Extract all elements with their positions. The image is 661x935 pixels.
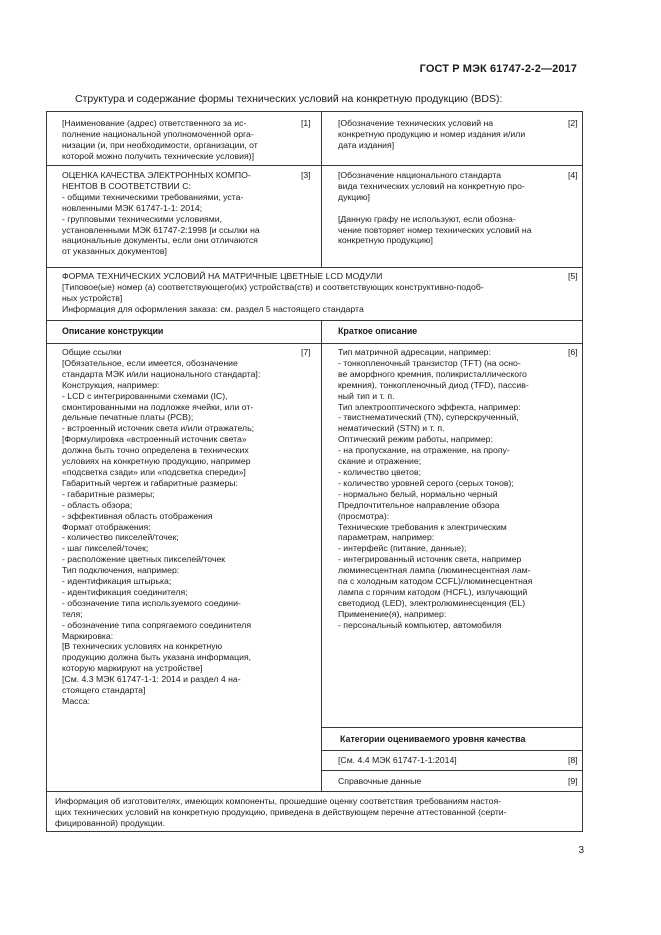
brief-description-header: Краткое описание xyxy=(338,326,418,336)
quality-assessment-cell: ОЦЕНКА КАЧЕСТВА ЭЛЕКТРОННЫХ КОМПО- НЕНТОВ В СООТВЕТСТВИИ С: - общими техническими требованиями, уста- новленными МЭК 61747-1-1: 2014; - групповыми техническими условиями, установленными МЭК 61747-2:1998 [и ссылки на национальные документы, если они отличаются от указанных документов] xyxy=(62,170,260,257)
row-divider xyxy=(321,770,582,771)
spec-form-title-cell: ФОРМА ТЕХНИЧЕСКИХ УСЛОВИЙ НА МАТРИЧНЫЕ ЦВЕТНЫЕ LCD МОДУЛИ [Типовое(ые) номер (а) соответствующего(их) устройства(ств) и соответствующих конструктивно-подоб- ных устройств] Информация для оформления заказа: см. раздел 5 настоящего стандарта xyxy=(62,271,484,314)
ref-number: [9] xyxy=(568,776,578,786)
construction-description-header: Описание конструкции xyxy=(62,326,164,336)
quality-reference-text: [См. 4.4 МЭК 61747-1-1:2014] xyxy=(338,755,457,765)
intro-text: Структура и содержание формы технических условий на конкретную продукцию (BDS): xyxy=(75,93,503,105)
bds-form-table xyxy=(46,111,583,832)
column-divider xyxy=(321,320,322,791)
ref-number: [4] xyxy=(568,170,578,180)
brief-description-text: Тип матричной адресации, например: - тонкопленочный транзистор (TFT) (на осно- ве аморфного кремния, поликристаллического кремния), тонкопленочный диод (TFD), пассив- ный тип и т. п. Тип электрооптического эффекта, например: - твистнематический (TN), суперскрученный, нематический (STN) и т. п. Оптический режим работы, например: - на пропускание, на отражение, на пропу- скание и отражение; - количество цветов; - количество уровней серого (серых тонов); - нормально белый, нормально черный Предпочтительное направление обзора (просмотра): Технические требования к электрическим параметрам, например: - интерфейс (питание, данные); - интегрированный источник света, например люминесцентная лампа (люминесцентная лам- па с холодным катодом CCFL)/люминесцентная лампа с горячим катодом (HCFL), излучающий светодиод (LED), электролюминесценция (EL) Применение(я), например: - персональный компьютер, автомобиля xyxy=(338,347,533,630)
manufacturer-info-text: Информация об изготовителях, имеющих компоненты, прошедшие оценку соответствия требованиям настоя- щих технических условий на конкретную продукцию, приведена в действующем перечне аттестованной (серти- фицированной) продукции. xyxy=(55,796,507,828)
page-number: 3 xyxy=(578,845,584,856)
row-divider xyxy=(47,791,582,792)
row-divider xyxy=(47,165,582,166)
spec-designation-cell: [Обозначение технических условий на конкретную продукцию и номер издания и/или дата издания] xyxy=(338,118,526,150)
row-divider xyxy=(47,320,582,321)
national-standard-cell: [Обозначение национального стандарта вида технических условий на конкретную про- дукцию] [Данную графу не используют, если обозна- чение повторяет номер технических условий на конкретную продукцию] xyxy=(338,170,532,246)
ref-number: [2] xyxy=(568,118,578,128)
reference-data-text: Справочные данные xyxy=(338,776,422,786)
quality-category-header: Категории оцениваемого уровня качества xyxy=(340,734,526,744)
ref-number: [7] xyxy=(301,347,311,357)
row-divider xyxy=(321,750,582,751)
standard-header: ГОСТ Р МЭК 61747-2-2—2017 xyxy=(419,63,577,75)
row-divider xyxy=(47,267,582,268)
ref-number: [6] xyxy=(568,347,578,357)
row-divider xyxy=(47,343,582,344)
ref-number: [1] xyxy=(301,118,311,128)
ref-number: [8] xyxy=(568,755,578,765)
ref-number: [5] xyxy=(568,271,578,281)
construction-description-text: Общие ссылки [Обязательное, если имеется, обозначение стандарта МЭК и/или национального стандарта]: Конструкция, например: - LCD с интегрированными схемами (IC), смонтированными на подложке ячейки, или от- дельные печатные платы (PCB); - встроенный источник света и/или отражатель; [Формулировка «встроенный источник света» должна быть точно определена в технических условиях на конкретную продукцию, например «подсветка сзади» или «подсветка спереди»] Габаритный чертеж и габаритные размеры: - габаритные размеры; - область обзора; - эффективная область отображения Формат отображения: - количество пикселей/точек; - шаг пикселей/точек; - расположение цветных пикселей/точек Тип подключения, например: - идентификация штырька; - идентификация соединителя; - обозначение типа используемого соедини- теля; - обозначение типа сопрягаемого соединителя Маркировка: [В технических условиях на конкретную продукцию должна быть указана информация, которую маркируют на устройстве] [См. 4.3 МЭК 61747-1-1: 2014 и раздел 4 на- стоящего стандарта] Масса: xyxy=(62,347,261,706)
row-divider xyxy=(321,727,582,728)
column-divider xyxy=(321,112,322,267)
responsible-organization-cell: [Наименование (адрес) ответственного за ис- полнение национальной уполномоченной орга- низации (и, при необходимости, организации, от которой можно получить технические условия)] xyxy=(62,118,258,161)
ref-number: [3] xyxy=(301,170,311,180)
